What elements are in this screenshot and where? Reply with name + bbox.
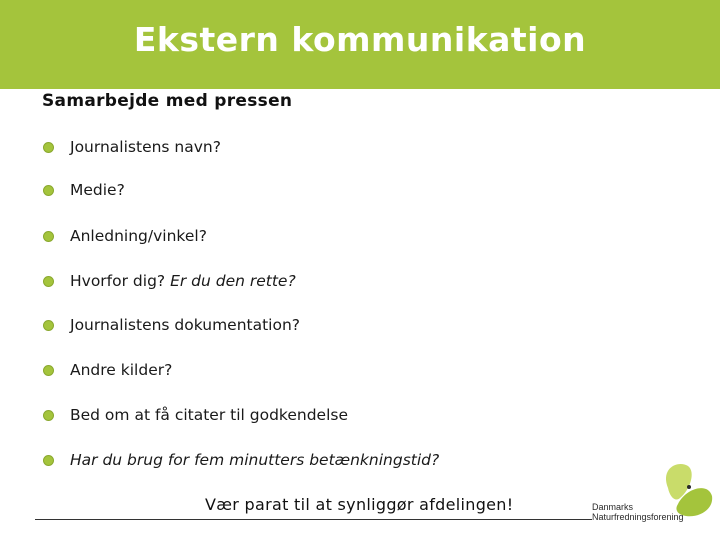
bullet-text: Journalistens navn?	[70, 138, 221, 156]
bullet-item	[43, 270, 296, 292]
bullet-dot-icon	[43, 276, 54, 287]
bullet-text: Journalistens dokumentation?	[70, 316, 301, 334]
bullet-text: Anledning/vinkel?	[70, 227, 207, 245]
logo-wordmark	[592, 502, 712, 522]
bullet-item	[43, 449, 439, 471]
bullet-text: Andre kilder?	[70, 361, 173, 379]
bullet-text: Bed om at få citater til godkendelse	[70, 406, 349, 424]
bullet-text: Medie?	[70, 181, 125, 199]
bullet-dot-icon	[43, 320, 54, 331]
bullet-dot-icon	[43, 455, 54, 466]
bullet-item	[43, 314, 300, 336]
bullet-text: Har du brug for fem minutters betænkningstid?	[70, 451, 440, 469]
dn-logo-icon	[590, 460, 715, 535]
bullet-item	[43, 179, 125, 201]
logo-line-1: Danmarks	[592, 502, 634, 512]
bullet-item	[43, 359, 172, 381]
bullet-dot-icon	[43, 185, 54, 196]
bullet-dot-icon	[43, 231, 54, 242]
bullet-dot-icon	[43, 410, 54, 421]
bullet-text: Hvorfor dig? Er du den rette?	[70, 272, 296, 290]
slide-subtitle: Samarbejde med pressen	[42, 91, 293, 111]
bullet-dot-icon	[43, 142, 54, 153]
footer-divider	[35, 519, 592, 520]
bullet-item	[43, 136, 221, 158]
logo-line-2: Naturfredningsforening	[592, 512, 684, 522]
bullet-item	[43, 404, 348, 426]
bullet-dot-icon	[43, 365, 54, 376]
slide-title: Ekstern kommunikation	[133, 20, 587, 59]
bullet-item	[43, 225, 207, 247]
footer-text: Vær parat til at synliggør afdelingen!	[205, 495, 514, 514]
